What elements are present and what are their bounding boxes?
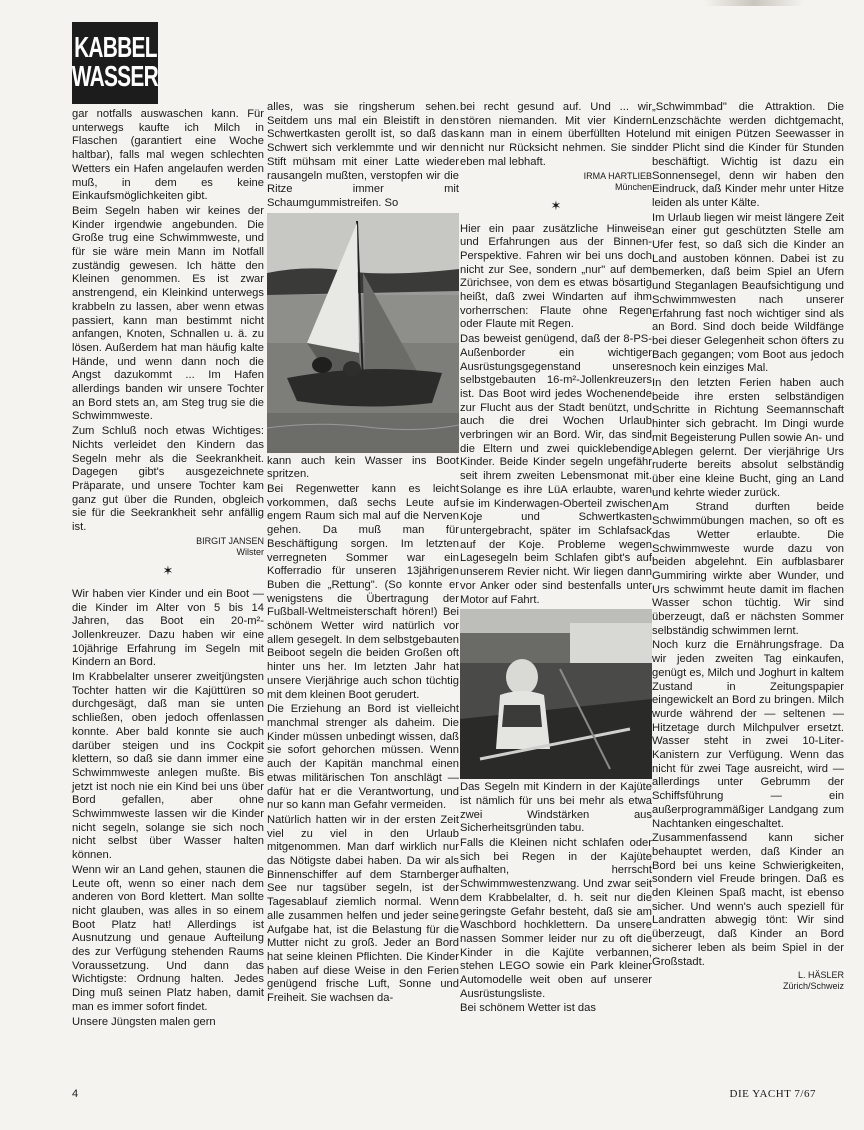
paragraph: Unsere Jüngsten malen gern — [72, 1015, 216, 1028]
author-signature — [72, 536, 264, 558]
author-place: Wilster — [236, 546, 264, 557]
scan-artifact — [704, 0, 804, 6]
paragraph: Natürlich hatten wir in der ersten Zeit viel zu viel in den Urlaub mitgenommen. Man darf wirklich nur das Nötigste dabei haben. Da wir als Binnenschiffer auf dem Starnberger See nur tagsüber segeln, ist der Tagesablauf ziemlich normal. Wenn alle zusammen helfen und jeder seine Aufgabe hat, ist die Belastung für die Mutter nicht zu groß. Jeder an Bord hat seine kleinen Pflichten. Die Kinder haben auf diese Weise in den Ferien genügend frische Luft, Sonne und Freiheit. Sie wachsen da- — [267, 813, 459, 1005]
sailing-dinghy-image — [267, 213, 459, 453]
author-place: München — [614, 181, 652, 192]
paragraph: Falls die Kleinen nicht schlafen oder sich bei Regen in der Kajüte aufhalten, herrscht Schwimmwestenzwang. Und zwar seit dem Krabbelalter, d. h. seit nur die geringste Gefahr besteht, daß sie am Waschbord hochklettern. Da unsere nassen Sommer leider nur zu oft die Kinder in die Kajüte verbannen, stehen LEGO sowie ein Park kleiner Automodelle weit oben auf unserer Ausrüstungsliste. — [460, 837, 652, 1000]
column-2 — [267, 101, 459, 1005]
photo-caption: Das Segeln mit Kindern in der Kajüte ist nämlich für uns bei mehr als etwa zwei Windstärken aus Sicherheitsgründen tabu. — [460, 781, 652, 835]
paragraph: gar notfalls auswaschen kann. Für unterwegs kaufte ich Milch in Flaschen (garantiert eine Woche haltbar), falls mal wegen schlechten Wetters ein Hafen angelaufen werden muß, in dem es keine Einkaufsmöglichkeiten gibt. — [72, 108, 264, 203]
paragraph: alles, was sie ringsherum sehen. Seitdem uns mal ein Bleistift in den Schwertkasten gerollt ist, so daß das Schwert sich verklemmte und wir den Stift mühsam mit einer Latte wieder rausangeln mußten, verstopfen wir die Ritze immer mit Schaumgummistreifen. So — [267, 101, 459, 209]
section-divider-star: ✶ — [162, 562, 174, 578]
section-divider-star: ✶ — [550, 197, 562, 213]
column-1 — [72, 108, 264, 1028]
author-place: Zürich/Schweiz — [782, 981, 844, 992]
magazine-issue: DIE YACHT 7/67 — [729, 1088, 816, 1100]
paragraph: Die Erziehung an Bord ist vielleicht manchmal strenger als daheim. Die Kinder müssen unbedingt wissen, daß sie sofort gehorchen müssen. Wenn auch der Kapitän manchmal einen etwas militärischen Ton anschlägt — dafür hat er die Verantwortung, und nur so kann man Gefahr vermeiden. — [267, 703, 459, 812]
column-4 — [652, 101, 844, 992]
paragraph: In den letzten Ferien haben auch beide ihre ersten selbständigen Schritte in Richtung Seemannschaft hinter sich gebracht. Im Dingi wurde mit Begeisterung Pullen sowie An- und Ablegen gelernt. Der vierjährige Urs ruderte bereits absolut selbständig über eine kleine Bucht, ging an Land und kehrte wieder zurück. — [652, 377, 844, 499]
paragraph: Bei Regenwetter kann es leicht vorkommen, daß sechs Leute auf engem Raum sich mal auf die Nerven gehen. Da muß man für Beschäftigung sorgen. Im letzten verregneten Sommer war ein Kofferradio für unseren 13jährigen Buben die „Rettung". (So konnte er wenigstens die Übertragung der Fußball-Weltmeisterschaft hören!) Bei schönem Wetter wird natürlich vor allem gesegelt. In dem selbstgebauten Beiboot segeln die beiden Großen oft hinter uns her. Im letzten Jahr hat unsere Vierjährige auch schon tüchtig mit dem kleinen Boot gerudert. — [267, 483, 459, 701]
author-signature — [652, 970, 844, 992]
column-logo — [72, 22, 158, 104]
paragraph: Im Krabbelalter unserer zweitjüngsten Tochter hatten wir die Kajüttüren so durchgesägt, daß man sie unten schließen, oben jedoch offenlassen konnte. Aber bald konnte sie auch darüber steigen und ins Cockpit klettern, so daß sie dann immer eine Schwimmweste anlegen mußte. Bis jetzt ist noch nie ein Kind bei uns über Bord gefallen, aber ohne Schwimmweste lassen wir die Kinder nicht segeln, solange sie sich noch nicht selbst über Wasser halten können. — [72, 671, 264, 862]
child-on-boat-image — [460, 609, 652, 779]
author-name: L. HÄSLER — [797, 970, 844, 981]
paragraph: Das beweist genügend, daß der 8-PS-Außenborder ein wichtiger Ausrüstungsgegenstand unseres selbstgebauten 16-m²-Jollenkreuzers ist. Das Boot wird jedes Wochenende zur Flucht aus der Stadt benützt, und auch die drei Wochen Urlaub verbringen wir an Bord. Wir, das sind die Eltern und zwei quicklebendige Kinder. Beide Kinder segeln ungefähr seit ihrem zweiten Lebensmonat mit. Solange es ihre LüA erlaubte, waren sie im Kinderwagen-Oberteil zwischen Koje und Schwertkasten untergebracht, später im Schlafsack auf der Koje. Probleme wegen Lagesegeln beim Schlafen gibt's auf unserem Revier nicht. Wir liegen dann vor Anker oder sind bestenfalls unter Motor auf Fahrt. — [460, 333, 652, 606]
author-name: BIRGIT JANSEN — [196, 535, 264, 546]
paragraph: Zusammenfassend kann sicher behauptet werden, daß Kinder an Bord bei uns keine Schwierigkeiten, sondern viel Freude bringen. Daß es den Kleinen Spaß macht, ist ebenso sicher. Und wenn's auch speziell für Landratten abwegig tönt: Wir sind überzeugt, daß Kinder an Bord sicherer leben als beim Spiel in der Großstadt. — [652, 832, 844, 968]
paragraph: Im Urlaub liegen wir meist längere Zeit an einer gut geschützten Stelle am Ufer fest, so daß sich die Kinder an Land austoben können. Dabei ist zu bemerken, daß beim Spiel an Ufern und Steganlagen Beaufsichtigung und Schwimmwesten nach unserer Erfahrung fast noch wichtiger sind als an Bord. Sind doch beide Wildfänge bei dieser Gelegenheit schon öfters zu Bach gegangen; vom Boot aus jedoch noch kein einziges Mal. — [652, 211, 844, 375]
paragraph: Wenn wir an Land gehen, staunen die Leute oft, wenn so einer nach dem anderen von Bord klettert. Man sollte nicht glauben, was alles in so einem Boot Platz hat! Allerdings ist Ausnutzung und genaue Aufteilung des zur Verfügung stehenden Raums Voraussetzung. Und dann das Wichtigste: Ordnung halten. Jedes Ding muß seinen Platz haben, damit man es immer sofort findet. — [72, 863, 264, 1013]
logo-line-2: WASSER — [71, 61, 159, 93]
paragraph: Bei schönem Wetter ist das — [460, 1002, 596, 1015]
author-name: IRMA HARTLIEB — [583, 170, 652, 181]
photo-caption: kann auch kein Wasser ins Boot spritzen. — [267, 454, 459, 481]
paragraph: Wir haben vier Kinder und ein Boot — die Kinder im Alter von 5 bis 14 Jahren, das Boot ein 20-m²-Jollenkreuzer. Dazu haben wir eine 10jährige Erfahrung im Segeln mit Kindern an Bord. — [72, 587, 264, 669]
page-number: 4 — [72, 1088, 79, 1100]
paragraph: Zum Schluß noch etwas Wichtiges: Nichts verleidet den Kindern das Segeln mehr als die Seekrankheit. Dagegen gibt's ausgezeichnete Präparate, und unsere Tochter kam ganz gut über die Runden, obgleich sie für die Seekrankheit sehr anfällig ist. — [72, 425, 264, 534]
paragraph: Am Strand durften beide Schwimmübungen machen, so oft es das Wetter erlaubte. Die Schwimmweste wurde dazu von beiden abgelehnt. Ein aufblasbarer Gummiring wirkte aber Wunder, und Urs schwimmt heute damit im flachen Wasser schon tüchtig. Wir sind überzeugt, daß er nächsten Sommer selbständig schwimmen lernt. — [652, 501, 844, 637]
paragraph: Beim Segeln haben wir keines der Kinder irgendwie angebunden. Die Große trug eine Schwimmweste, und für sie wäre mein Mann im Notfall zuständig gewesen. Ich hätte den Kleinen genommen. Es ist zwar anstrengend, ein Kleinkind unterwegs krabbeln zu lassen, aber wenn etwas passiert, kann man bestimmt nicht anfangen, Knoten, Schnallen u. ä. zu lösen. Außerdem hat man häufig kalte Hände, und wenn dann noch die Angst dazukommt ... Im Hafen allerdings banden wir unsere Tochter an Bord stets an, am Steg trug sie die Schwimmweste. — [72, 204, 264, 423]
photo-child-on-boat — [460, 609, 652, 779]
paragraph: „Schwimmbad" die Attraktion. Die Lenzschächte werden dichtgemacht, und mit einigen Pützen Seewasser in der Plicht sind die Kinder für Stunden beschäftigt. Wichtig ist dazu ein Sonnensegel, denn wir haben den Eindruck, daß Kinder mehr unter Hitze leiden als unter Kälte. — [652, 101, 844, 209]
paragraph: bei recht gesund auf. Und ... wir stören niemanden. Mit vier Kindern kann man in einem überfüllten Hotel nicht nur Rücksicht nehmen. Sie sind eben mal lebhaft. — [460, 101, 652, 168]
column-3 — [460, 101, 652, 1015]
photo-sailing-dinghy — [267, 213, 459, 453]
logo-line-1: KABBEL — [73, 32, 157, 64]
paragraph: Noch kurz die Ernährungsfrage. Da wir jeden zweiten Tag einkaufen, genügt es, Milch und Joghurt in kaltem Zustand in Zeitungspapier eingewickelt an Bord zu bringen. Milch wurde während der — seltenen — Hitzetage durch Milchpulver ersetzt. Wasser steht in zwei 10-Liter-Kanistern zur Verfügung. Wenn das nicht für zwei Tage ausreicht, wird — allerdings unter Gebrumm der Schiffsführung — ein außerprogrammäßiger Landgang zum Nachtanken eingeschaltet. — [652, 639, 844, 830]
author-signature — [460, 171, 652, 193]
paragraph: Hier ein paar zusätzliche Hinweise und Erfahrungen aus der Binnen-Perspektive. Fahren wir bei uns doch nicht zur See, sondern „nur" auf dem Zürichsee, von dem es etwas bösartig heißt, daß zwei Windarten auf ihm vorherrschen: Flaute ohne Regen oder Flaute mit Regen. — [460, 222, 652, 331]
